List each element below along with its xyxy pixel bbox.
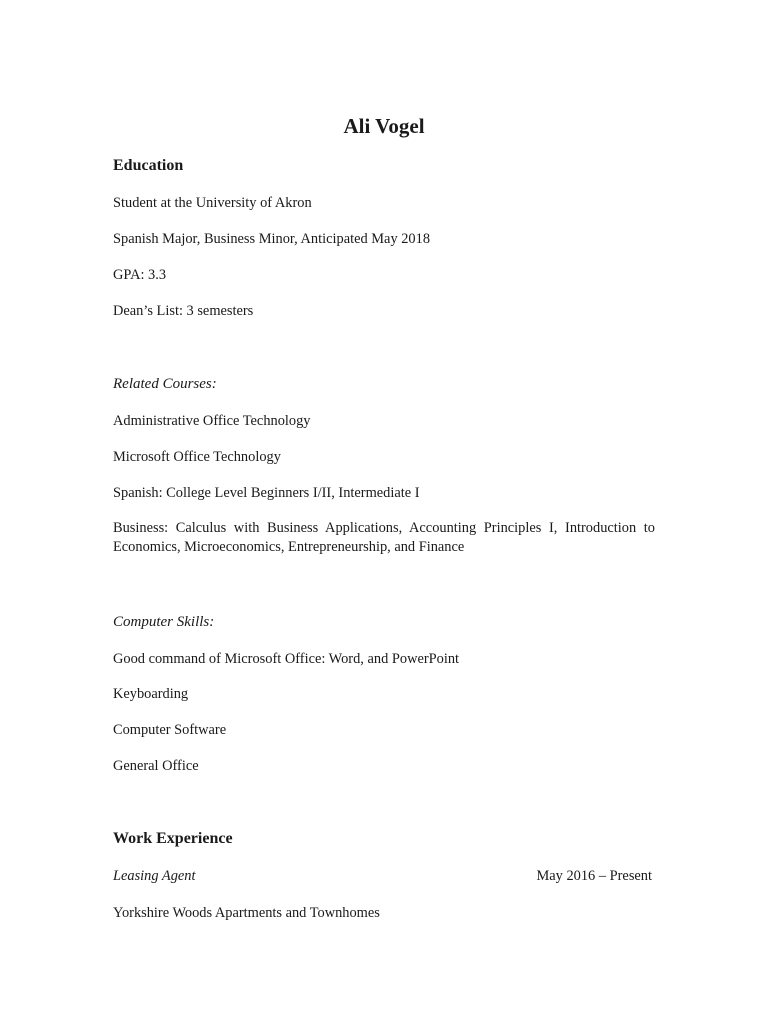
education-heading: Education	[113, 157, 184, 174]
job-dates: May 2016 – Present	[536, 868, 652, 884]
education-line: Spanish Major, Business Minor, Anticipated May 2018	[113, 231, 431, 247]
course-line: Spanish: College Level Beginners I/II, Intermediate I	[113, 485, 420, 501]
job-title: Leasing Agent	[113, 868, 196, 884]
skill-line: General Office	[113, 758, 199, 774]
skill-line: Keyboarding	[113, 686, 189, 702]
work-experience-heading: Work Experience	[113, 830, 233, 847]
education-line: Dean’s List: 3 semesters	[113, 303, 254, 319]
computer-skills-heading: Computer Skills:	[113, 614, 215, 630]
course-line: Business: Calculus with Business Applications, Accounting Principles I, Introduction to Economics, Microeconomics, Entrepreneurship, and Finance	[113, 520, 655, 555]
skill-line: Computer Software	[113, 722, 227, 738]
related-courses-heading: Related Courses:	[113, 376, 217, 392]
course-line: Microsoft Office Technology	[113, 449, 281, 465]
education-line: Student at the University of Akron	[113, 195, 312, 211]
course-line: Administrative Office Technology	[113, 413, 311, 429]
resume-name: Ali Vogel	[343, 114, 425, 138]
skill-line: Good command of Microsoft Office: Word, and PowerPoint	[113, 651, 460, 667]
job-employer: Yorkshire Woods Apartments and Townhomes	[113, 905, 380, 921]
education-line: GPA: 3.3	[113, 267, 167, 283]
